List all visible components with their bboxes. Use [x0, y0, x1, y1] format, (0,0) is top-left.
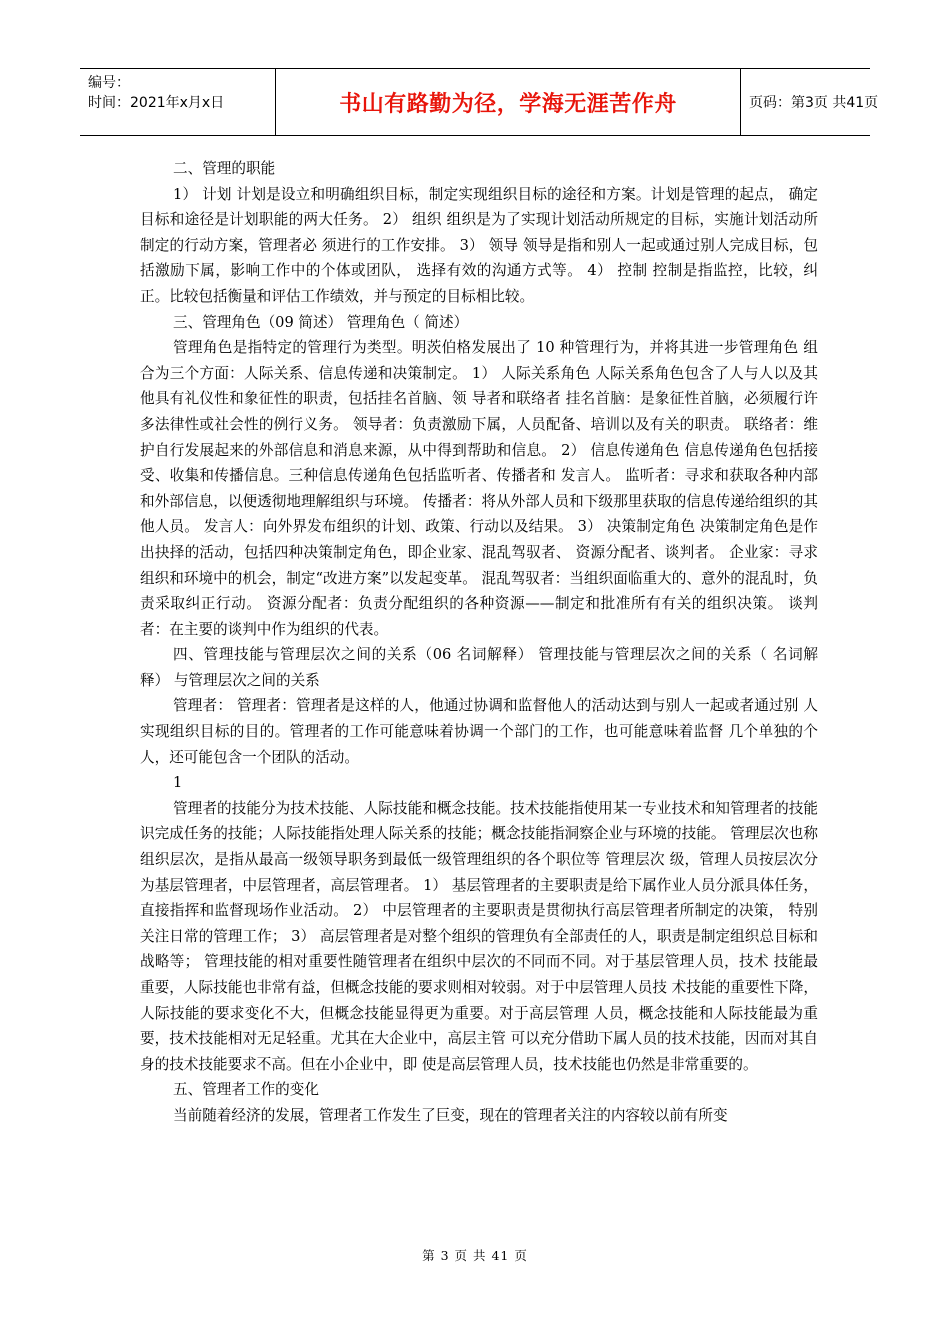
section-heading-roles: 三、管理角色（09 简述） 管理角色（ 简述）: [173, 313, 469, 331]
header-motto: 书山有路勤为径，学海无涯苦作舟: [276, 69, 741, 135]
document-number-label: 编号：: [88, 75, 130, 91]
section-heading-changes: 五、管理者工作的变化: [173, 1081, 319, 1099]
paragraph-manager-definition: 管理者： 管理者：管理者是这样的人，他通过协调和监督他人的活动达到与别人一起或者通过别 人实现组织目标的目的。管理者的工作可能意味着协调一个部门的工作，也可能意味着监督 几个单独的个人，还可能包含一个团队的活动。: [140, 697, 818, 766]
inline-page-marker: 1: [173, 774, 183, 792]
document-date-label: 时间：2021年x月x日: [88, 95, 225, 111]
paragraph-functions: 1） 计划 计划是设立和明确组织目标，制定实现组织目标的途径和方案。计划是管理的起点， 确定目标和途径是计划职能的两大任务。 2） 组织 组织是为了实现计划活动所规定的目标，实施计划活动所制定的行动方案，管理者必 须进行的工作安排。 3） 领导 领导是指和别人一起或通过别人完成目标，包括激励下属，影响工作中的个体或团队， 选择有效的沟通方式等。 4） 控制 控制是指监控，比较，纠正。比较包括衡量和评估工作绩效，并与预定的目标相比较。: [140, 185, 818, 305]
page-header: [80, 68, 879, 136]
header-page-number: 页码：第3页 共41页: [749, 95, 879, 111]
section-heading-skills: 四、管理技能与管理层次之间的关系（06 名词解释） 管理技能与管理层次之间的关系（ 名词解释） 与管理层次之间的关系: [140, 646, 818, 689]
paragraph-changes: 当前随着经济的发展，管理者工作发生了巨变，现在的管理者关注的内容较以前有所变: [173, 1106, 728, 1124]
paragraph-roles: 管理角色是指特定的管理行为类型。明茨伯格发展出了 10 种管理行为，并将其进一步管理角色 组合为三个方面：人际关系、信息传递和决策制定。 1） 人际关系角色 人际关系角色包含了人与人以及其他具有礼仪性和象征性的职责，包括挂名首脑、领 导者和联络者 挂名首脑：是象征性首脑，必须履行许多法律性或社会性的例行义务。 领导者：负责激励下属，人员配备、培训以及有关的职责。 联络者：维护自行发展起来的外部信息和消息来源，从中得到帮助和信息。 2） 信息传递角色 信息传递角色包括接受、收集和传播信息。三种信息传递角色包括监听者、传播者和 发言人。 监听者：寻求和获取各种内部和外部信息，以便透彻地理解组织与环境。 传播者：将从外部人员和下级那里获取的信息传递给组织的其他人员。 发言人：向外界发布组织的计划、政策、行动以及结果。 3） 决策制定角色 决策制定角色是作出抉择的活动，包括四种决策制定角色，即企业家、混乱驾驭者、 资源分配者、谈判者。 企业家：寻求组织和环境中的机会，制定“改进方案”以发起变革。 混乱驾驭者：当组织面临重大的、意外的混乱时，负责采取纠正行动。 资源分配者：负责分配组织的各种资源——制定和批准所有有关的组织决策。 谈判者：在主要的谈判中作为组织的代表。: [140, 339, 818, 638]
section-heading-functions: 二、管理的职能: [173, 160, 276, 177]
header-meta: [80, 69, 276, 135]
paragraph-skills: 管理者的技能分为技术技能、人际技能和概念技能。技术技能指使用某一专业技术和知管理者的技能 识完成任务的技能；人际技能指处理人际关系的技能；概念技能指洞察企业与环境的技能。 管理层次也称组织层次，是指从最高一级领导职务到最低一级管理组织的各个职位等 管理层次 级，管理人员按层次分为基层管理者，中层管理者，高层管理者。 1） 基层管理者的主要职责是给下属作业人员分派具体任务， 直接指挥和监督现场作业活动。 2） 中层管理者的主要职责是贯彻执行高层管理者所制定的决策， 特别关注日常的管理工作； 3） 高层管理者是对整个组织的管理负有全部责任的人，职责是制定组织总目标和战略等； 管理技能的相对重要性随管理者在组织中层次的不同而不同。对于基层管理人员，技术 技能最重要，人际技能也非常有益，但概念技能的要求则相对较弱。对于中层管理人员技 术技能的重要性下降，人际技能的要求变化不大，但概念技能显得更为重要。对于高层管理 人员，概念技能和人际技能最为重要，技术技能相对无足轻重。尤其在大企业中，高层主管 可以充分借助下属人员的技术技能，因而对其自身的技术技能要求不高。但在小企业中，即 使是高层管理人员，技术技能也仍然是非常重要的。: [140, 799, 818, 1073]
document-body: [140, 156, 818, 1129]
page-footer: 第 3 页 共 41 页: [422, 1248, 528, 1263]
